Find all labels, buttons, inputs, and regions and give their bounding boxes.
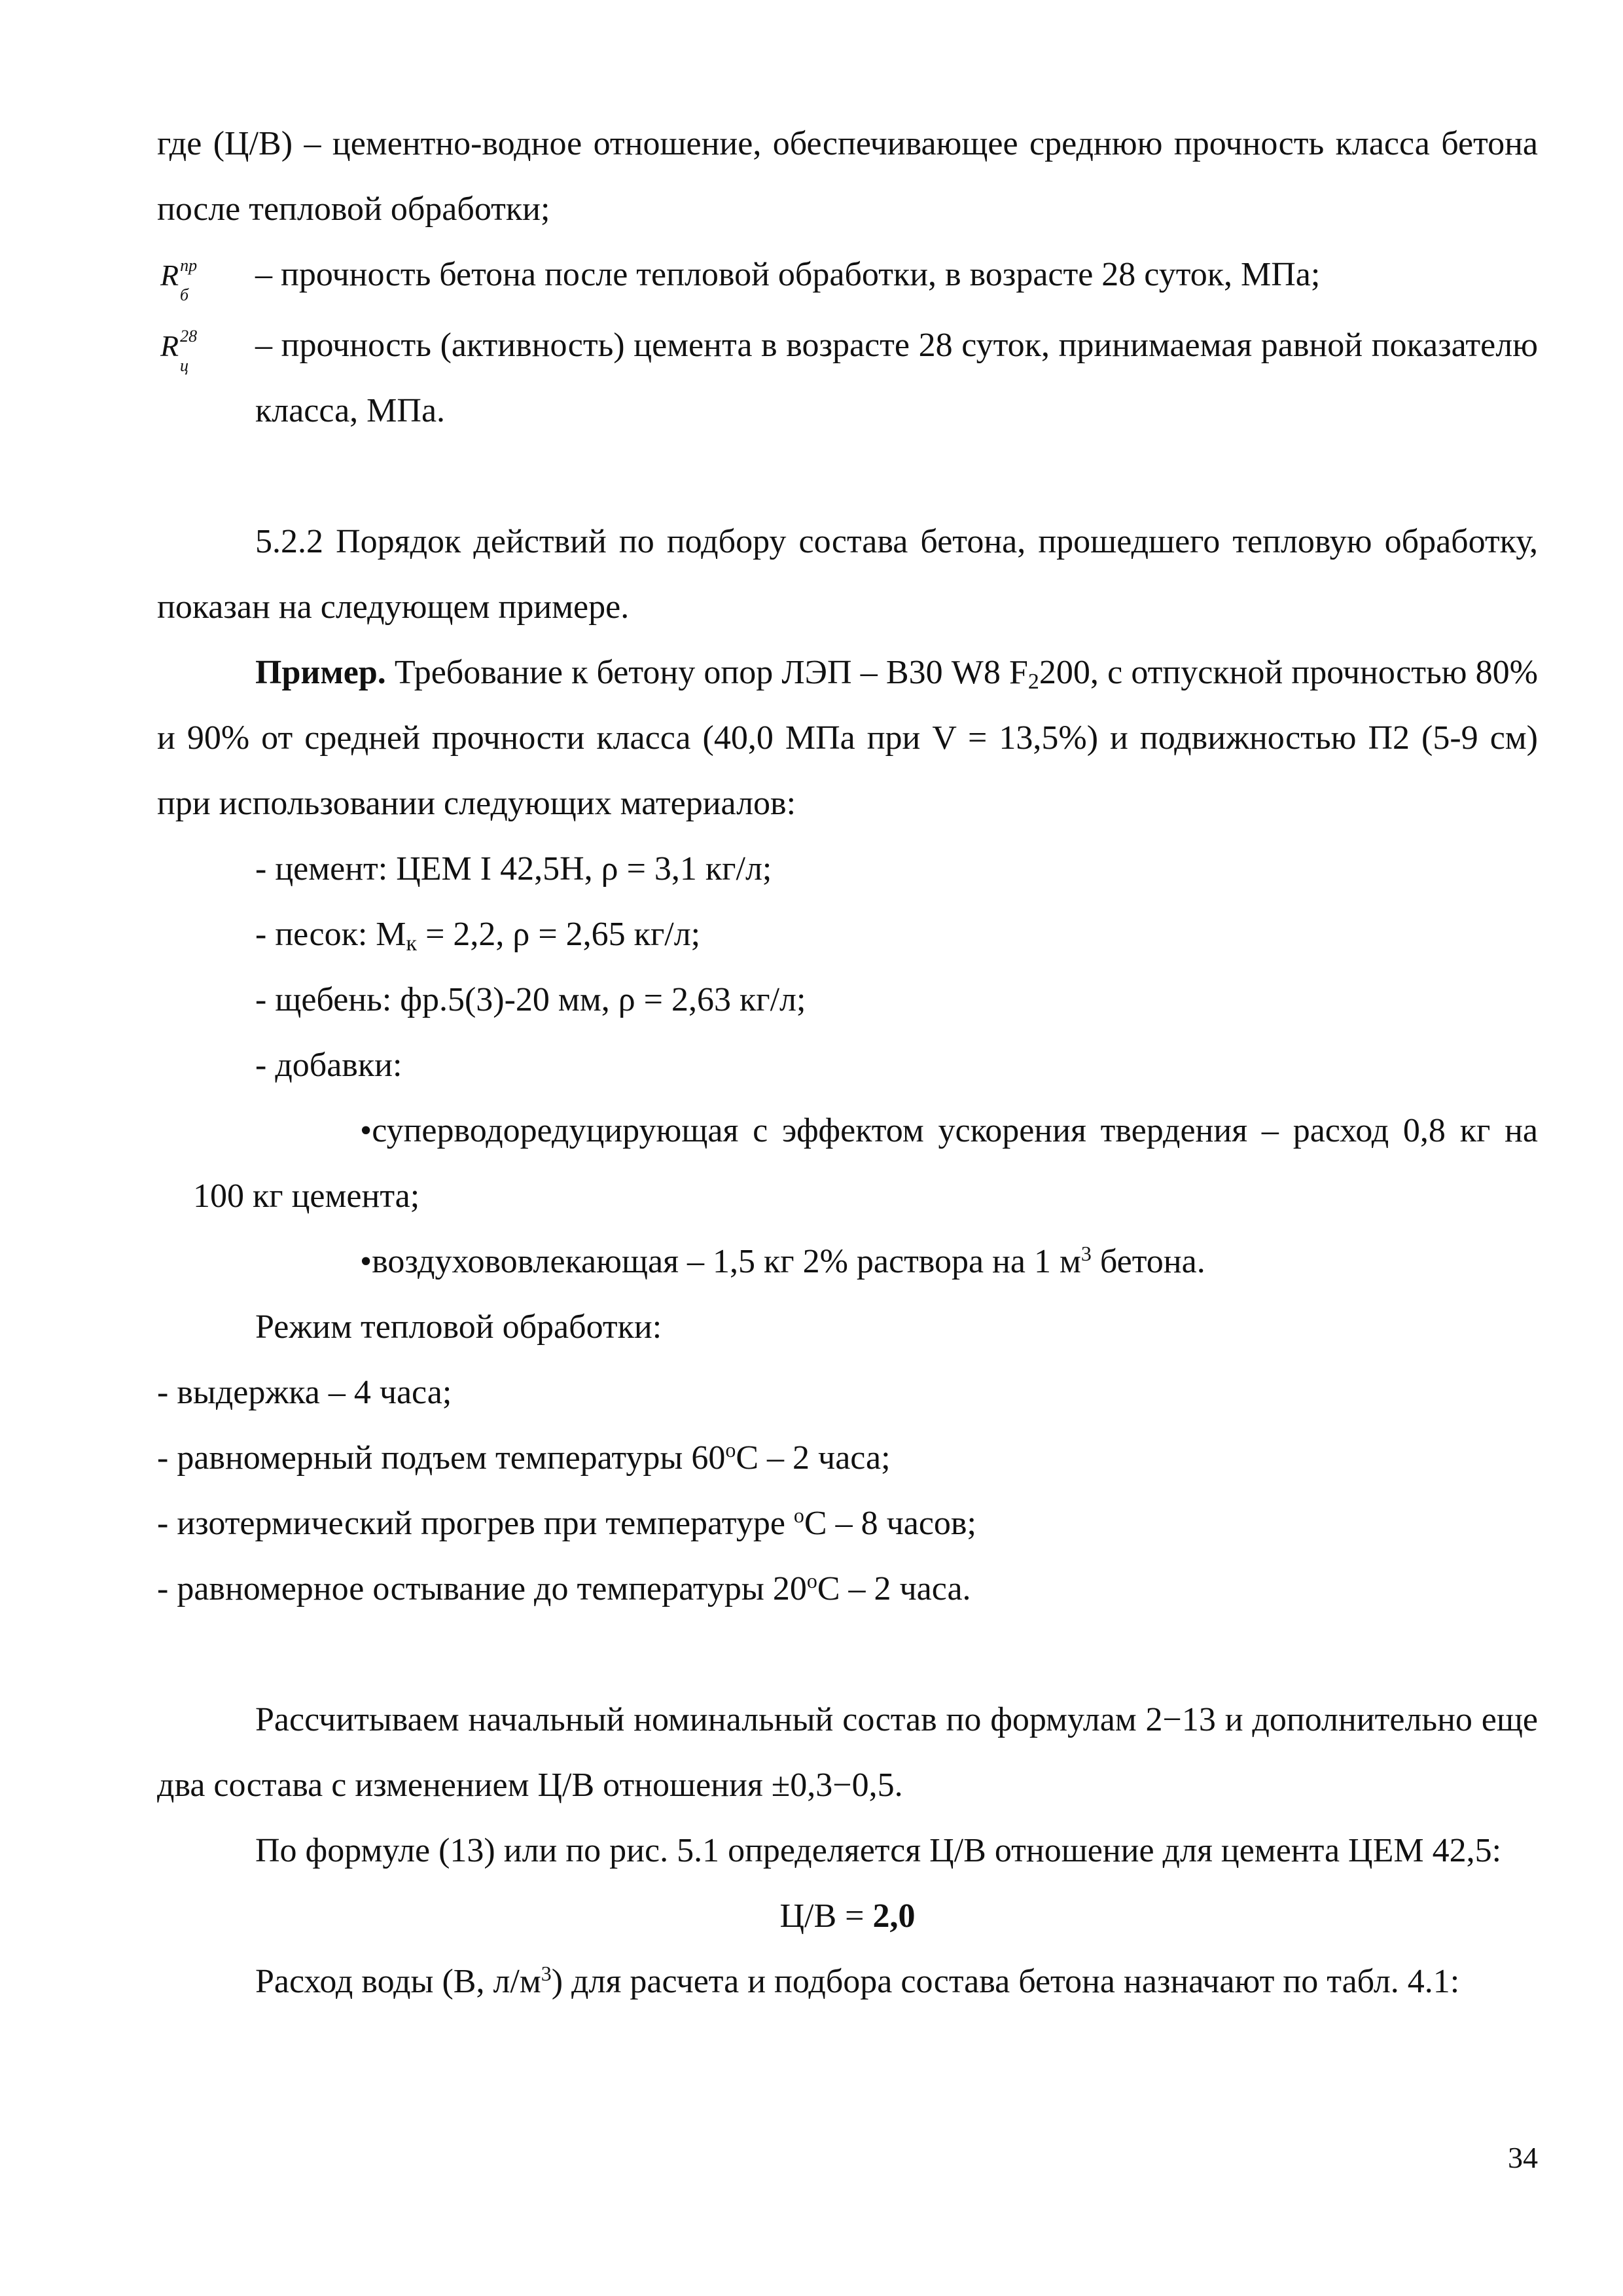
- example-paragraph: Пример. Требование к бетону опор ЛЭП – В30 W8 $F_2200$, с отпускной прочностью 80% и 90% от средней прочности класса (40,0 МПа при V = 13,5%) и подвижностью П2 (5-9 см) при использовании следующих материалов:: [157, 654, 1538, 822]
- heat-step-2: - равномерный подъем температуры $60^оС - 2$ часа;: [157, 1438, 891, 1477]
- material-cement: - цемент: ЦЕМ I 42,5Н, ρ = 3,1 кг/л;: [255, 850, 772, 888]
- formula-cw: Ц/В = 2,0: [779, 1897, 916, 1935]
- additive-bullet-1: •суперводоредуцирующая с эффектом ускорения твердения – расход 0,8 кг на 100 кг цемента;: [193, 1112, 1538, 1215]
- formula-value: 2,0: [872, 1897, 916, 1935]
- calc-paragraph-2: По формуле (13) или по рис. 5.1 определяется Ц/В отношение для цемента ЦЕМ 42,5:: [255, 1832, 1502, 1869]
- calc-paragraph-1: Рассчитываем начальный номинальный состав по формулам 2−13 и дополнительно еще два состава с изменением Ц/В отношения ±0,3−0,5.: [157, 1701, 1538, 1804]
- material-additives: - добавки:: [255, 1047, 402, 1084]
- document-body: [157, 111, 1538, 2015]
- symbol-r-concrete: $R^{пр}$ б: [160, 256, 198, 304]
- definition-strength-cement: [157, 313, 1538, 444]
- page-number: 34: [1508, 2141, 1538, 2174]
- calc-paragraph-3: Расход воды (В, $л/м^3$) для расчета и подбора состава бетона назначают по табл. 4.1:: [255, 1962, 1460, 2000]
- heat-step-1: - выдержка – 4 часа;: [157, 1374, 452, 1411]
- heat-mode-title: Режим тепловой обработки:: [255, 1308, 662, 1346]
- section-paragraph: 5.2.2 Порядок действий по подбору состава бетона, прошедшего тепловую обработку, показан на следующем примере.: [157, 523, 1538, 626]
- material-gravel: - щебень: фр.5(3)-20 мм, ρ = 2,63 кг/л;: [255, 981, 806, 1018]
- example-label: Пример.: [255, 654, 386, 691]
- definition-text: – прочность бетона после тепловой обработки, в возрасте 28 суток, МПа;: [255, 256, 1321, 293]
- spacer: [157, 1622, 1538, 1687]
- additive-bullet-2: •воздухововлекающая – 1,5 кг 2% раствора на 1 $м^3$ бетона.: [360, 1242, 1205, 1280]
- material-sand: - песок: $М_к = 2,2$, ρ = 2,65 кг/л;: [255, 916, 701, 956]
- spacer: [157, 444, 1538, 509]
- symbol-r-cement: $R^{28}$ ц: [160, 327, 198, 375]
- definition-text: – прочность (активность) цемента в возрасте 28 суток, принимаемая равной показателю класса, МПа.: [255, 327, 1538, 429]
- definition-strength-concrete: [157, 242, 1538, 313]
- intro-paragraph: где (Ц/В) – цементно-водное отношение, обеспечивающее среднюю прочность класса бетона после тепловой обработки;: [157, 125, 1538, 228]
- heat-step-3: - изотермический прогрев при температуре $^о$С – 8 часов;: [157, 1503, 976, 1542]
- heat-step-4: - равномерное остывание до температуры $20^оС - 2$ часа.: [157, 1569, 971, 1607]
